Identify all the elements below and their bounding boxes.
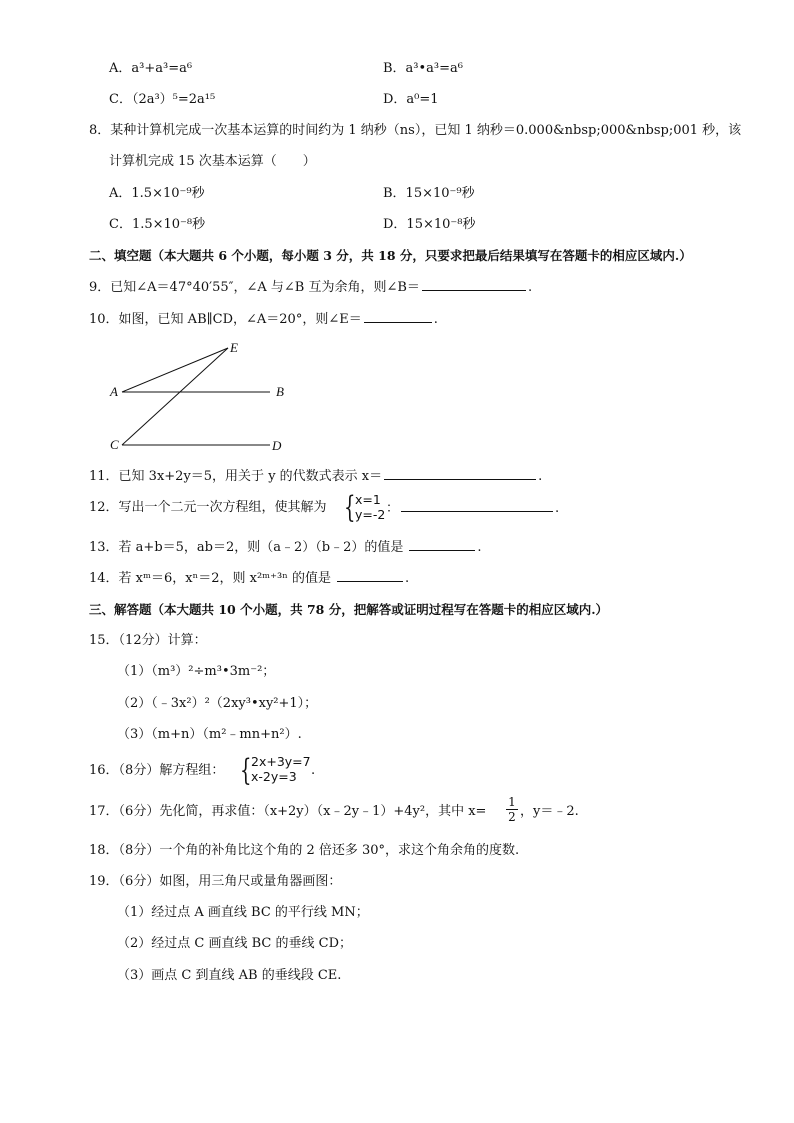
q14-text: 14．若 xᵐ＝6，xⁿ＝2，则 x²ᵐ⁺³ⁿ 的值是 bbox=[89, 571, 331, 586]
q17-tail: ，y＝﹣2. bbox=[520, 804, 579, 819]
q13-answer-blank[interactable] bbox=[409, 538, 475, 551]
q12-text: 12．写出一个二元一次方程组，使其解为 bbox=[89, 500, 327, 515]
q14-line bbox=[89, 569, 409, 588]
label-a: A bbox=[110, 384, 118, 399]
q8-option-b: B．15×10⁻⁹秒 bbox=[383, 186, 475, 201]
q7-option-b: B．a³•a³=a⁶ bbox=[383, 61, 463, 76]
q16-eq2: x-2y=3 bbox=[251, 769, 297, 784]
q17-denominator: 2 bbox=[508, 810, 516, 824]
q7-option-d: D．a⁰=1 bbox=[383, 92, 439, 107]
q15-part-3: （3）（m+n）（m²﹣mn+n²）. bbox=[117, 727, 302, 742]
q17-fraction bbox=[506, 795, 518, 824]
q11-end: . bbox=[538, 469, 543, 484]
q10-line bbox=[89, 310, 438, 329]
line-ce bbox=[122, 348, 228, 445]
q19-part-3: （3）画点 C 到直线 AB 的垂线段 CE. bbox=[117, 968, 342, 983]
q9-end: . bbox=[527, 280, 533, 295]
q17-stem: 17．（6分）先化简，再求值：（x+2y）（x﹣2y﹣1）+4y²，其中 x= bbox=[89, 804, 487, 819]
q16-eq1: 2x+3y=7 bbox=[251, 754, 311, 769]
q8-option-d: D．15×10⁻⁸秒 bbox=[383, 217, 476, 232]
label-b: B bbox=[276, 384, 284, 399]
q9-text: 9．已知∠A＝47°40′55″，∠A 与∠B 互为余角，则∠B＝ bbox=[89, 280, 420, 295]
section-2-title: 二、填空题（本大题共 6 个小题，每小题 3 分，共 18 分，只要求把最后结果填写在答题卡的相应区域内.） bbox=[89, 248, 692, 263]
q12-brace: { bbox=[344, 490, 356, 525]
label-d: D bbox=[272, 438, 282, 453]
line-ae bbox=[122, 348, 228, 392]
q13-end: . bbox=[477, 540, 482, 555]
q17-numerator: 1 bbox=[506, 795, 518, 810]
q12-answer-blank[interactable] bbox=[401, 499, 553, 512]
q13-text: 13．若 a+b＝5，ab＝2，则（a﹣2）（b﹣2）的值是 bbox=[89, 540, 404, 555]
q8-stem-line2: 计算机完成 15 次基本运算（ ） bbox=[109, 154, 316, 169]
section-3-title: 三、解答题（本大题共 10 个小题，共 78 分，把解答或证明过程写在答题卡的相应区域内.） bbox=[89, 602, 609, 617]
q15-part-1: （1）（m³）²÷m³•3m⁻²； bbox=[117, 664, 276, 679]
q10-answer-blank[interactable] bbox=[364, 310, 432, 323]
q10-text: 10．如图，已知 AB∥CD，∠A＝20°，则∠E＝ bbox=[89, 312, 362, 327]
q19-part-1: （1）经过点 A 画直线 BC 的平行线 MN； bbox=[117, 905, 369, 920]
q16-brace: { bbox=[240, 753, 252, 788]
q12-tail bbox=[386, 499, 559, 518]
q7-option-c: C．（2a³）⁵=2a¹⁵ bbox=[109, 92, 216, 107]
q14-end: . bbox=[404, 571, 410, 586]
q10-end: . bbox=[433, 312, 438, 327]
q11-answer-blank[interactable] bbox=[384, 467, 536, 480]
q19-part-2: （2）经过点 C 画直线 BC 的垂线 CD； bbox=[117, 936, 352, 951]
q7-option-a: A．a³+a³=a⁶ bbox=[109, 61, 193, 76]
q12-solution bbox=[355, 492, 385, 522]
label-c: C bbox=[110, 437, 119, 452]
q11-text: 11．已知 3x+2y＝5，用关于 y 的代数式表示 x＝ bbox=[89, 469, 383, 484]
q12-end: . bbox=[555, 501, 560, 516]
q8-stem-line1: 8．某种计算机完成一次基本运算的时间约为 1 纳秒（ns），已知 1 纳秒＝0.000&nbsp;000&nbsp;001 秒，该 bbox=[89, 123, 742, 138]
q15-part-2: （2）（﹣3x²）²（2xy³•xy²+1）； bbox=[117, 696, 318, 711]
q10-figure bbox=[100, 338, 300, 456]
q9-answer-blank[interactable] bbox=[422, 278, 526, 291]
q11-line bbox=[89, 467, 542, 486]
q12-colon: ： bbox=[386, 501, 400, 516]
q13-line bbox=[89, 538, 482, 557]
q19-stem: 19．（6分）如图，用三角尺或量角器画图： bbox=[89, 874, 342, 889]
q8-option-a: A．1.5×10⁻⁹秒 bbox=[109, 186, 205, 201]
q12-eq1: x=1 bbox=[355, 492, 381, 507]
q14-answer-blank[interactable] bbox=[337, 569, 403, 582]
q15-stem: 15．（12分）计算： bbox=[89, 633, 207, 648]
q9-line bbox=[89, 278, 532, 297]
q12-eq2: y=-2 bbox=[355, 507, 386, 522]
q8-option-c: C．1.5×10⁻⁸秒 bbox=[109, 217, 206, 232]
q16-stem: 16．（8分）解方程组： bbox=[89, 763, 225, 778]
q18-text: 18．（8分）一个角的补角比这个角的 2 倍还多 30°，求这个角余角的度数. bbox=[89, 843, 520, 858]
label-e: E bbox=[230, 340, 238, 355]
q16-end: . bbox=[311, 763, 316, 778]
q16-system bbox=[251, 754, 311, 784]
